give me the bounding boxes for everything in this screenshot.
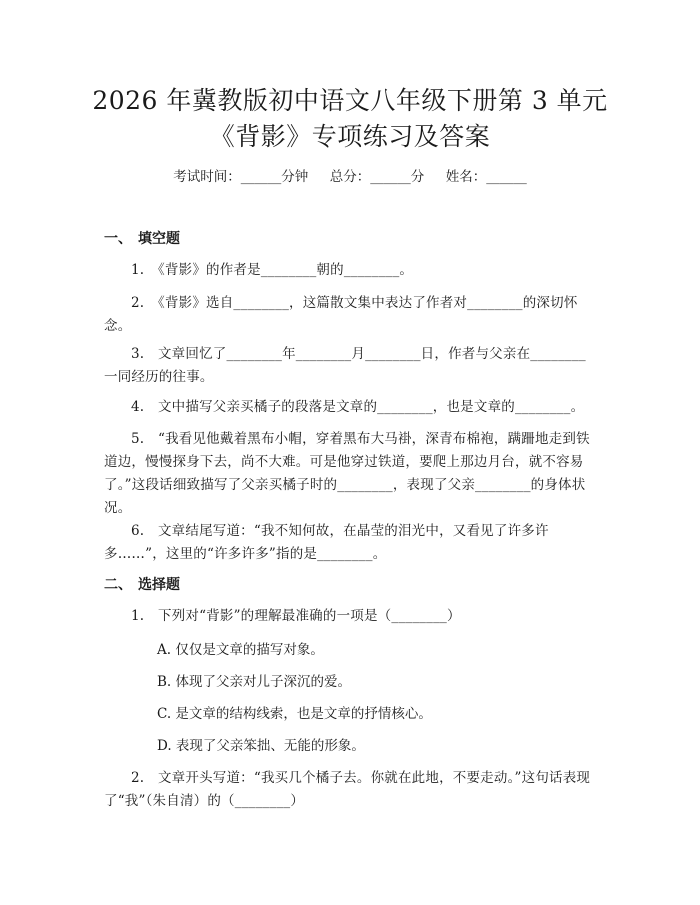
question-item: 4. 文中描写父亲买橘子的段落是文章的________，也是文章的________。 [131,399,585,415]
choice-option-c: C. 是文章的结构线索，也是文章的抒情核心。 [157,706,432,722]
document-title-line1: 2026 年冀教版初中语文八年级下册第 3 单元 [92,86,608,115]
section-title: 填空题 [138,231,180,247]
question-item: 5. “我看见他戴着黑布小帽，穿着黑布大马褂，深青布棉袍，蹒跚地走到铁道边，慢慢探身下去，尚不大难。可是他穿过铁道，要爬上那边月台，就不容易了。”这段话细致描写了父亲买橘子时的________，表现了父亲________的身体状况。 [104,431,590,516]
section-title: 选择题 [138,577,180,593]
question-item: 6. 文章结尾写道：“我不知何故，在晶莹的泪光中，又看见了许多许多……”，这里的“许多许多”指的是________。 [104,523,549,562]
question-item: 1. 《背影》的作者是________朝的________。 [131,262,414,278]
section-number: 二、 [104,577,132,593]
section-number: 一、 [104,231,132,247]
document-title-line2: 《背影》专项练习及答案 [209,122,491,151]
section-heading-fill-blank [104,229,180,249]
question-item: 3. 文章回忆了________年________月________日，作者与父亲在________一同经历的往事。 [104,346,586,385]
exam-info: 考试时间：______分钟 总分：______分 姓名：______ [173,169,527,185]
choice-option-a: A. 仅仅是文章的描写对象。 [157,642,324,658]
choice-option-d: D. 表现了父亲笨拙、无能的形象。 [157,738,365,754]
choice-option-b: B. 体现了父亲对儿子深沉的爱。 [157,674,352,690]
question-item: 2. 《背影》选自________，这篇散文集中表达了作者对________的深切怀念。 [104,295,578,334]
question-item: 1. 下列对“背影”的理解最准确的一项是（________） [131,608,461,624]
section-heading-multiple-choice [104,575,180,595]
question-item: 2. 文章开头写道：“我买几个橘子去。你就在此地，不要走动。”这句话表现了“我”（朱自清）的（________） [104,770,591,809]
